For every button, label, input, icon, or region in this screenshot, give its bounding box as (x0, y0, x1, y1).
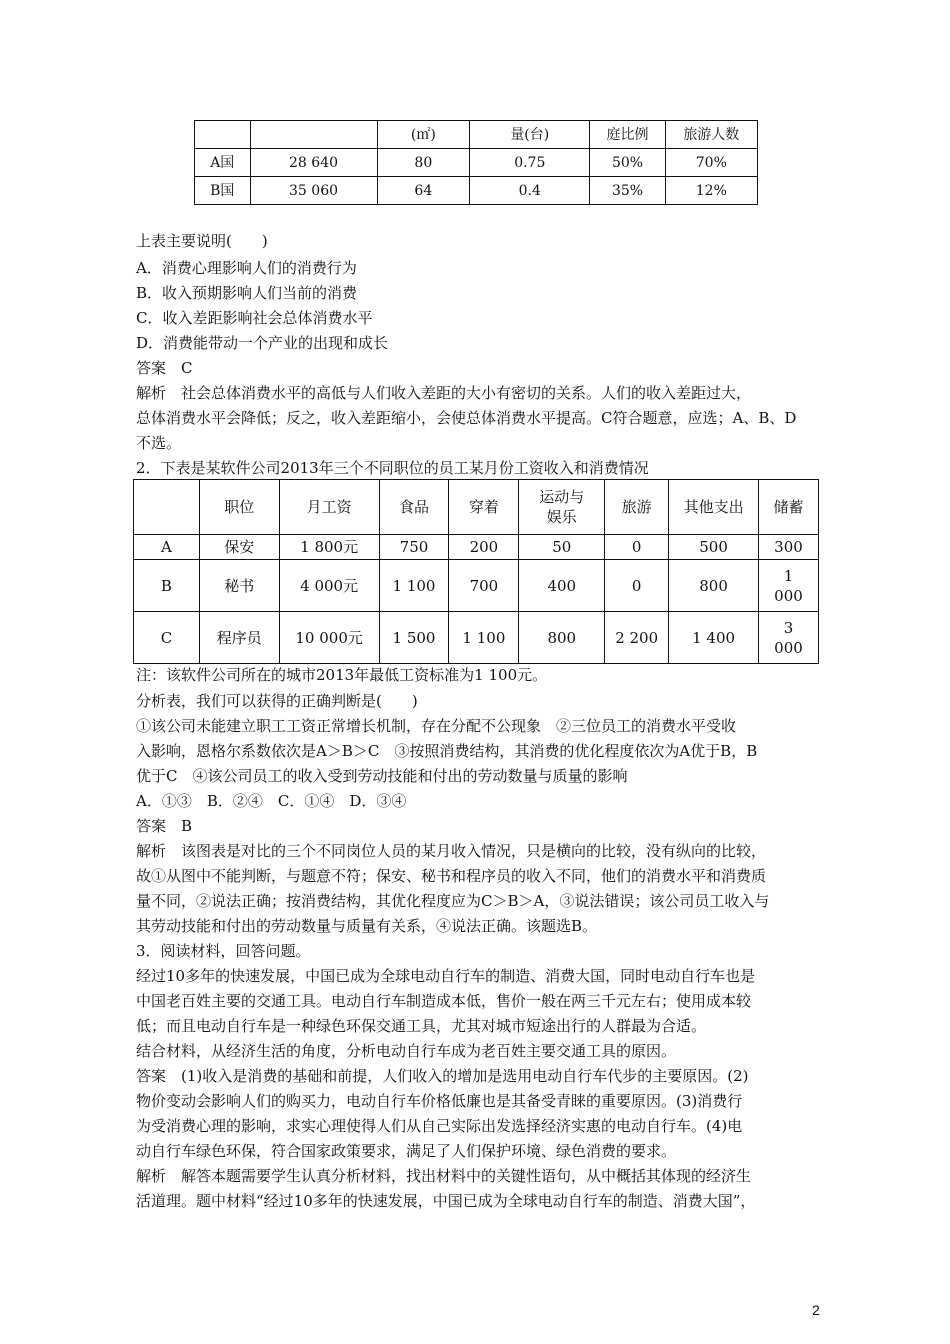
analysis-line: 解析 该图表是对比的三个不同岗位人员的某月收入情况，只是横向的比较，没有纵向的比较， (136, 842, 767, 860)
answer: 答案 B (136, 817, 193, 835)
analysis-line: 活道理。题中材料“经过10多年的快速发展，中国已成为全球电动自行车的制造、消费大国”， (136, 1192, 756, 1210)
answer-line: 物价变动会影响人们的购买力，电动自行车价格低廉也是其备受青睐的重要原因。(3)消费行 (136, 1092, 743, 1110)
table-row: B 秘书 4 000元 1 100 700 400 0 800 1 000 (134, 560, 819, 612)
question-2-stem: 2．下表是某软件公司2013年三个不同职位的员工某月份工资收入和消费情况 (136, 459, 649, 477)
analysis-line: 总体消费水平会降低；反之，收入差距缩小，会使总体消费水平提高。C符合题意，应选；A、B、D (136, 409, 797, 427)
statement-line: ①该公司未能建立职工工资正常增长机制，存在分配不公现象 ②三位员工的消费水平受收 (136, 717, 737, 735)
table-row: C 程序员 10 000元 1 500 1 100 800 2 200 1 400 3 000 (134, 612, 819, 664)
salary-consumption-table (133, 479, 819, 664)
question-3-stem: 3．阅读材料，回答问题。 (136, 942, 311, 960)
table-row: A 保安 1 800元 750 200 50 0 500 300 (134, 535, 819, 560)
analysis-line: 故①从图中不能判断，与题意不符；保安、秘书和程序员的收入不同，他们的消费水平和消费质 (136, 867, 767, 885)
option-c: C．收入差距影响社会总体消费水平 (136, 309, 373, 327)
option-d: D．消费能带动一个产业的出现和成长 (136, 334, 389, 352)
table-note: 注：该软件公司所在的城市2013年最低工资标准为1 100元。 (136, 666, 548, 684)
analysis-line: 其劳动技能和付出的劳动数量与质量有关系，④说法正确。该题选B。 (136, 917, 598, 935)
table-row: B国 35 060 64 0.4 35% 12% (195, 177, 758, 205)
consumption-comparison-table (194, 120, 758, 205)
table-header-row: 职位 月工资 食品 穿着 运动与 娱乐 旅游 其他支出 储蓄 (134, 480, 819, 535)
analysis-line: 不选。 (136, 434, 182, 452)
analysis-line: 量不同，②说法正确；按消费结构，其优化程度应为C＞B＞A，③说法错误；该公司员工收入与 (136, 892, 770, 910)
analysis-line: 解析 解答本题需要学生认真分析材料，找出材料中的关键性语句，从中概括其体现的经济生 (136, 1167, 752, 1185)
option-b: B．收入预期影响人们当前的消费 (136, 284, 358, 302)
statement-line: 优于C ④该公司员工的收入受到劳动技能和付出的劳动数量与质量的影响 (136, 767, 628, 785)
answer: 答案 C (136, 359, 193, 377)
table-header-row: (㎡) 量(台) 庭比例 旅游人数 (195, 121, 758, 149)
question-3-prompt: 结合材料，从经济生活的角度，分析电动自行车成为老百姓主要交通工具的原因。 (136, 1042, 677, 1060)
choices: A．①③ B．②④ C．①④ D．③④ (136, 792, 407, 810)
material-line: 中国老百姓主要的交通工具。电动自行车制造成本低，售价一般在两三千元左右；使用成本较 (136, 992, 752, 1010)
question-2-prompt: 分析表，我们可以获得的正确判断是( ) (136, 692, 418, 710)
option-a: A．消费心理影响人们的消费行为 (136, 259, 357, 277)
answer-line: 为受消费心理的影响，求实心理使得人们从自己实际出发选择经济实惠的电动自行车。(4)电 (136, 1117, 743, 1135)
material-line: 经过10多年的快速发展，中国已成为全球电动自行车的制造、消费大国，同时电动自行车也是 (136, 967, 756, 985)
table-row: A国 28 640 80 0.75 50% 70% (195, 149, 758, 177)
statement-line: 入影响，恩格尔系数依次是A＞B＞C ③按照消费结构，其消费的优化程度依次为A优于B，B (136, 742, 758, 760)
material-line: 低；而且电动自行车是一种绿色环保交通工具，尤其对城市短途出行的人群最为合适。 (136, 1017, 707, 1035)
question-1-stem: 上表主要说明( ) (136, 232, 268, 250)
analysis-line: 解析 社会总体消费水平的高低与人们收入差距的大小有密切的关系。人们的收入差距过大， (136, 384, 752, 402)
answer-line: 答案 (1)收入是消费的基础和前提，人们收入的增加是选用电动自行车代步的主要原因。(2) (136, 1067, 749, 1085)
page-number: 2 (812, 1302, 820, 1318)
answer-line: 动自行车绿色环保，符合国家政策要求，满足了人们保护环境、绿色消费的要求。 (136, 1142, 677, 1160)
